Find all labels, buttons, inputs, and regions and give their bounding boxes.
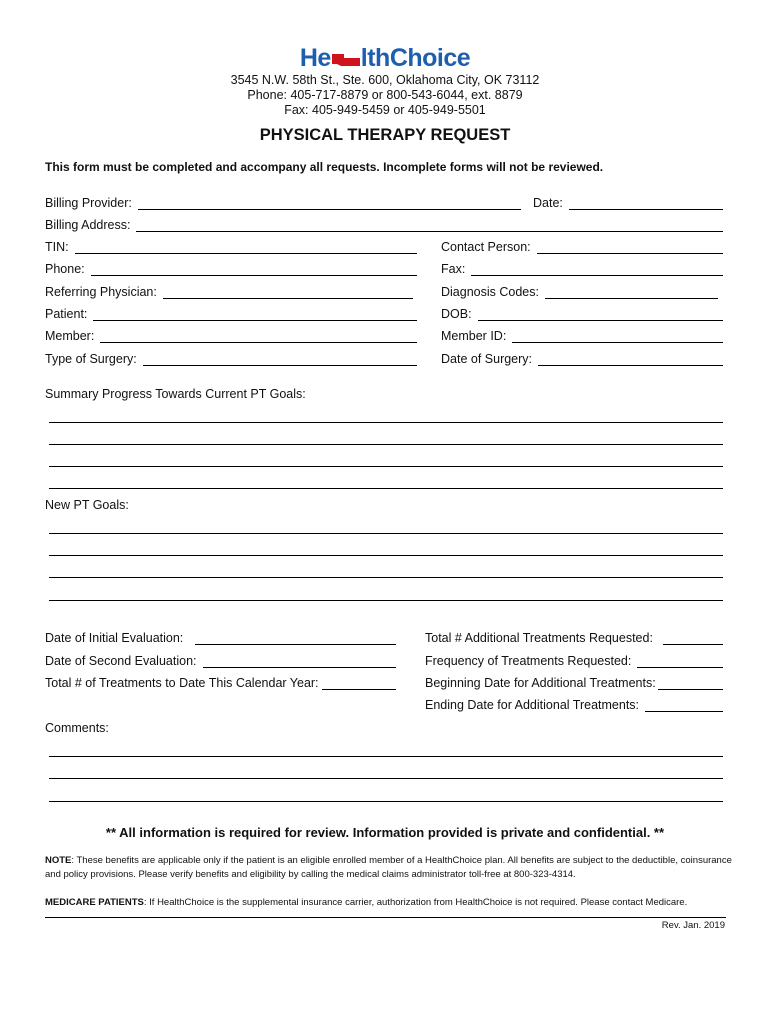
patient-label: Patient:: [45, 307, 88, 321]
date-label: Date:: [533, 196, 563, 210]
date-field[interactable]: [533, 196, 723, 210]
billing-provider-label: Billing Provider:: [45, 196, 132, 210]
comments-label: Comments:: [45, 721, 109, 735]
dob-field[interactable]: [441, 307, 723, 321]
referring-physician-line[interactable]: [163, 286, 413, 299]
fax-line[interactable]: [471, 263, 723, 276]
ending-date-line[interactable]: [645, 699, 723, 712]
note-text: : These benefits are applicable only if the patient is an eligible enrolled member of a HealthChoice plan. All benefits are subject to the deductible, coinsurance and policy provisions. Please verify benefits and eligibility by calling the medical claims administrator toll-free at 800-323-4314.: [45, 855, 732, 880]
contact-person-line[interactable]: [537, 241, 723, 254]
tin-line[interactable]: [75, 241, 417, 254]
member-field[interactable]: [45, 329, 417, 343]
phone-line[interactable]: [91, 263, 417, 276]
type-of-surgery-label: Type of Surgery:: [45, 352, 137, 366]
summary-line-4[interactable]: [49, 488, 723, 489]
revision-date: Rev. Jan. 2019: [661, 920, 725, 931]
form-title: PHYSICAL THERAPY REQUEST: [259, 126, 511, 144]
billing-address-line[interactable]: [136, 219, 723, 232]
total-to-date-line[interactable]: [322, 677, 396, 690]
contact-person-label: Contact Person:: [441, 240, 531, 254]
goals-line-1[interactable]: [49, 533, 723, 534]
frequency-label: Frequency of Treatments Requested:: [425, 654, 632, 668]
initial-evaluation-label: Date of Initial Evaluation:: [45, 631, 184, 645]
member-line[interactable]: [100, 330, 417, 343]
required-notice: ** All information is required for review. Information provided is private and confidential. **: [105, 825, 665, 840]
comments-line-1[interactable]: [49, 756, 723, 757]
patient-line[interactable]: [93, 308, 417, 321]
ending-date-field[interactable]: [425, 698, 723, 712]
dob-line[interactable]: [478, 308, 723, 321]
new-goals-label: New PT Goals:: [45, 498, 129, 512]
tin-field[interactable]: [45, 240, 417, 254]
total-additional-field[interactable]: [425, 631, 723, 645]
fax-label: Fax:: [441, 262, 466, 276]
total-to-date-label: Total # of Treatments to Date This Calendar Year:: [45, 676, 319, 690]
goals-line-3[interactable]: [49, 577, 723, 578]
comments-line-2[interactable]: [49, 778, 723, 779]
date-of-surgery-line[interactable]: [538, 353, 723, 366]
referring-physician-label: Referring Physician:: [45, 285, 157, 299]
type-of-surgery-line[interactable]: [143, 353, 417, 366]
summary-line-1[interactable]: [49, 422, 723, 423]
second-evaluation-label: Date of Second Evaluation:: [45, 654, 197, 668]
note-label: NOTE: [45, 855, 72, 866]
footer-divider: [45, 917, 726, 918]
frequency-line[interactable]: [637, 655, 723, 668]
goals-line-4[interactable]: [49, 600, 723, 601]
type-of-surgery-field[interactable]: [45, 352, 417, 366]
comments-line-3[interactable]: [49, 801, 723, 802]
member-label: Member:: [45, 329, 95, 343]
oklahoma-icon: [331, 52, 361, 68]
medicare-paragraph: [45, 896, 735, 910]
date-of-surgery-field[interactable]: [441, 352, 723, 366]
address-line-3: Fax: 405-949-5459 or 405-949-5501: [284, 103, 486, 117]
goals-line-2[interactable]: [49, 555, 723, 556]
address-line-2: Phone: 405-717-8879 or 800-543-6044, ext. 8879: [247, 88, 523, 102]
logo-text-right: lthChoice: [360, 44, 471, 72]
patient-field[interactable]: [45, 307, 417, 321]
member-id-label: Member ID:: [441, 329, 507, 343]
referring-physician-field[interactable]: [45, 285, 413, 299]
billing-address-label: Billing Address:: [45, 218, 131, 232]
total-additional-label: Total # Additional Treatments Requested:: [425, 631, 653, 645]
billing-provider-line[interactable]: [138, 197, 521, 210]
total-additional-line[interactable]: [663, 632, 723, 645]
summary-progress-label: Summary Progress Towards Current PT Goals:: [45, 387, 306, 401]
medicare-text: : If HealthChoice is the supplemental insurance carrier, authorization from HealthChoice is not required. Please contact Medicare.: [143, 897, 688, 908]
tin-label: TIN:: [45, 240, 69, 254]
initial-evaluation-field[interactable]: [45, 631, 396, 645]
healthchoice-logo: [0, 44, 770, 73]
summary-line-2[interactable]: [49, 444, 723, 445]
beginning-date-field[interactable]: [425, 676, 723, 690]
date-line[interactable]: [569, 197, 723, 210]
diagnosis-codes-line[interactable]: [545, 286, 718, 299]
total-to-date-field[interactable]: [45, 676, 396, 690]
contact-person-field[interactable]: [441, 240, 723, 254]
initial-evaluation-line[interactable]: [195, 632, 396, 645]
medicare-label: MEDICARE PATIENTS: [45, 897, 144, 908]
ending-date-label: Ending Date for Additional Treatments:: [425, 698, 640, 712]
diagnosis-codes-label: Diagnosis Codes:: [441, 285, 539, 299]
phone-label: Phone:: [45, 262, 85, 276]
billing-address-field[interactable]: [45, 218, 723, 232]
member-id-line[interactable]: [512, 330, 723, 343]
member-id-field[interactable]: [441, 329, 723, 343]
frequency-field[interactable]: [425, 654, 723, 668]
diagnosis-codes-field[interactable]: [441, 285, 718, 299]
billing-provider-field[interactable]: [45, 196, 521, 210]
note-paragraph: [45, 854, 735, 882]
summary-line-3[interactable]: [49, 466, 723, 467]
second-evaluation-field[interactable]: [45, 654, 396, 668]
logo-text-left: He: [299, 44, 331, 72]
address-line-1: 3545 N.W. 58th St., Ste. 600, Oklahoma City, OK 73112: [230, 73, 540, 87]
dob-label: DOB:: [441, 307, 472, 321]
beginning-date-label: Beginning Date for Additional Treatments:: [425, 676, 656, 690]
fax-field[interactable]: [441, 262, 723, 276]
beginning-date-line[interactable]: [658, 677, 723, 690]
second-evaluation-line[interactable]: [203, 655, 397, 668]
date-of-surgery-label: Date of Surgery:: [441, 352, 533, 366]
phone-field[interactable]: [45, 262, 417, 276]
form-instructions: This form must be completed and accompany all requests. Incomplete forms will not be reviewed.: [45, 160, 604, 174]
